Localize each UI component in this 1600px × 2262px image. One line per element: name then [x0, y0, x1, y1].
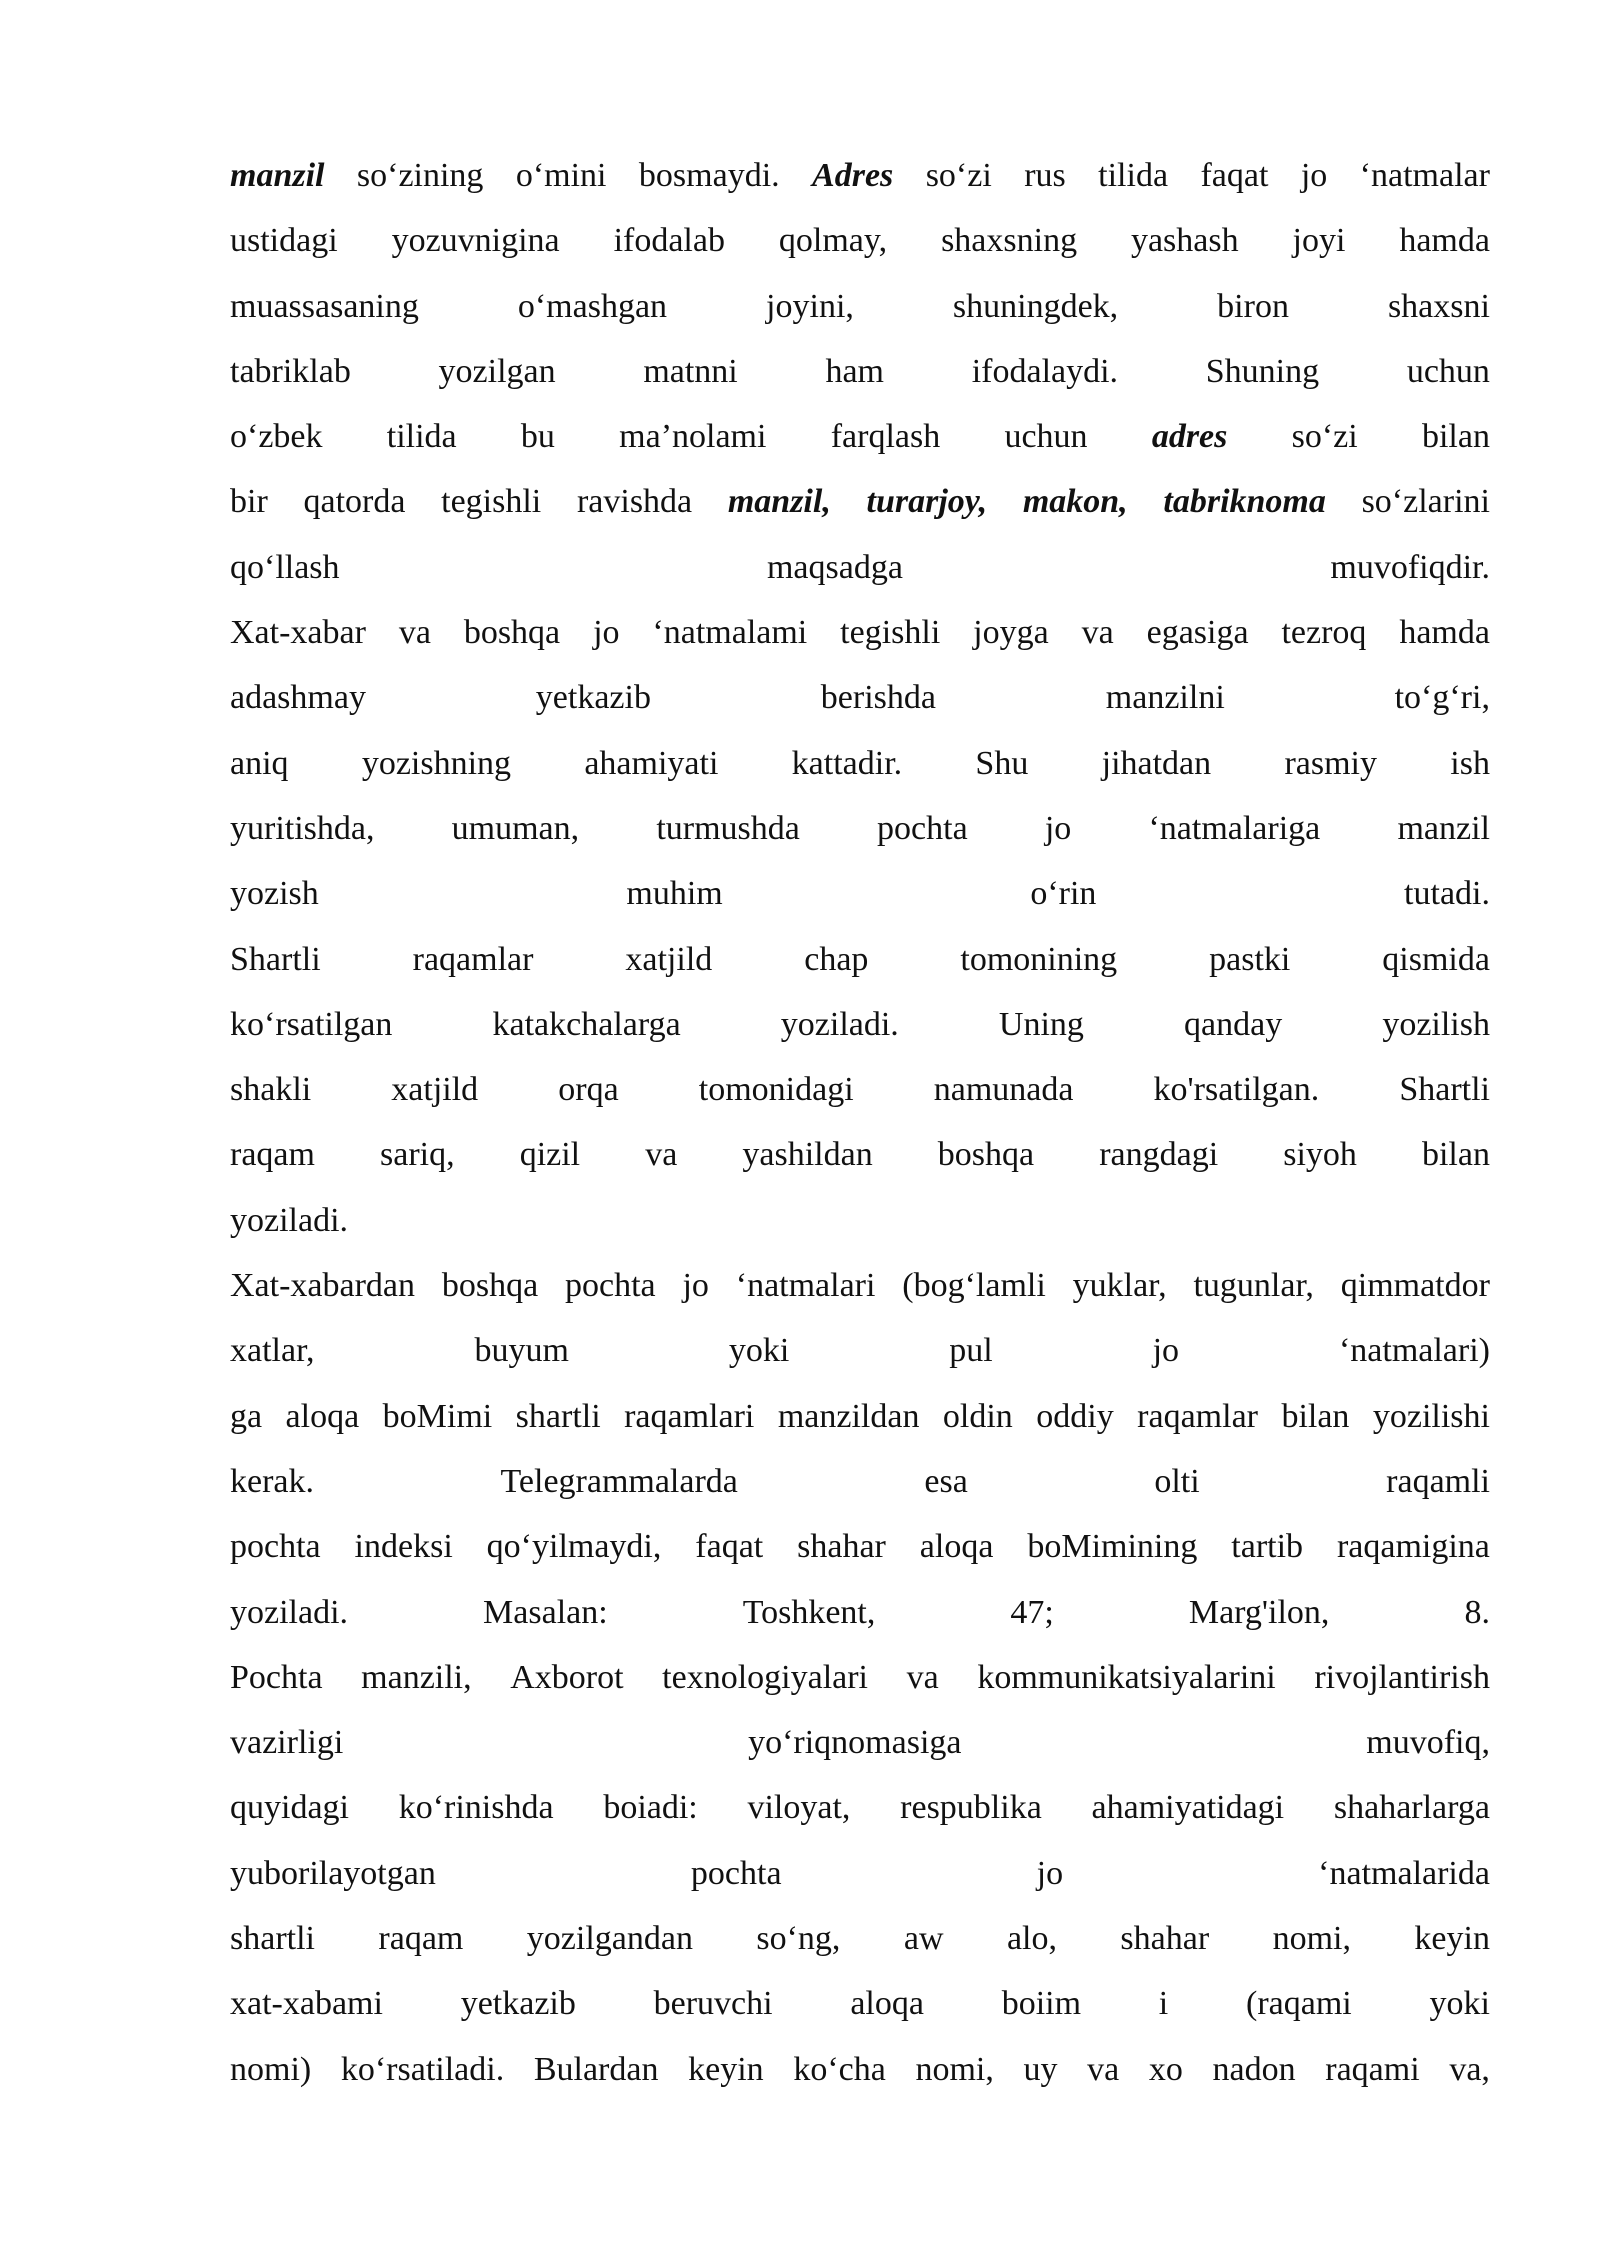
word: yozilishi — [1372, 1397, 1490, 1435]
word: va — [1087, 2050, 1120, 2088]
word: raqamlar — [412, 940, 534, 978]
word: so‘zi — [1291, 418, 1358, 456]
word: aloqa — [850, 1985, 924, 2023]
word: yoki — [728, 1332, 790, 1370]
word: ahamiyatidagi — [1091, 1789, 1285, 1827]
word: Bulardan — [533, 2050, 659, 2088]
word: ma’nolami — [619, 418, 767, 456]
emphasized-word: Adres — [812, 157, 894, 194]
word: uchun — [1004, 418, 1088, 456]
word: shuningdek, — [952, 287, 1119, 325]
word: nomi) — [230, 2050, 312, 2088]
word: Axborot — [510, 1658, 624, 1696]
word: katakchalarga — [492, 1005, 681, 1043]
word: vazirligi — [230, 1724, 344, 1762]
word: Shartli — [230, 940, 321, 978]
word: i — [1158, 1985, 1169, 2023]
text-line — [230, 1384, 1490, 1449]
word: egasiga — [1146, 614, 1249, 652]
text-line — [230, 665, 1490, 730]
word: so‘zlarini — [1361, 483, 1490, 521]
word: ravishda — [576, 483, 693, 521]
text-line — [230, 600, 1490, 665]
word: Uning — [998, 1005, 1084, 1043]
word: pochta — [230, 1528, 321, 1566]
emphasized-word: makon, — [1022, 483, 1128, 521]
word: boMimining — [1027, 1528, 1198, 1566]
word: bilan — [1281, 1397, 1350, 1435]
text-line — [230, 796, 1490, 861]
word: joyi — [1292, 222, 1346, 260]
word: pochta — [565, 1267, 656, 1305]
text-line — [230, 1775, 1490, 1840]
emphasized-word: manzil, — [727, 483, 831, 521]
word: boshqa — [937, 1136, 1035, 1174]
word: xat-xabami — [230, 1985, 383, 2023]
word: shahar — [797, 1528, 886, 1566]
text-line — [230, 339, 1490, 404]
word: jihatdan — [1101, 744, 1212, 782]
word: jo — [1300, 157, 1328, 194]
word: va — [645, 1136, 678, 1174]
word: keyin — [688, 2050, 764, 2088]
word: yetkazib — [535, 679, 651, 717]
word: boiadi: — [603, 1789, 698, 1827]
word: sariq, — [380, 1136, 455, 1174]
word: Pochta — [230, 1658, 323, 1696]
word: o‘rin — [1030, 875, 1097, 913]
word: aw — [903, 1920, 944, 1958]
word: shaxsning — [941, 222, 1078, 260]
word: ko'rsatilgan. — [1153, 1071, 1320, 1109]
word: tomonidagi — [698, 1071, 854, 1109]
word: tegishli — [840, 614, 941, 652]
word: muvofiq, — [1366, 1724, 1490, 1762]
word: hamda — [1399, 222, 1490, 260]
word: nomi, — [915, 2050, 994, 2088]
text-line — [230, 1645, 1490, 1710]
word: xatlar, — [230, 1332, 315, 1370]
word: raqamlari — [624, 1397, 755, 1435]
word: nadon — [1212, 2050, 1296, 2088]
word: ustidagi — [230, 222, 338, 260]
word: jo — [682, 1267, 709, 1305]
word: pochta — [877, 809, 968, 847]
word: yashash — [1130, 222, 1239, 260]
text-line — [230, 1188, 1490, 1253]
word: berishda — [820, 679, 936, 717]
word: biron — [1217, 287, 1289, 325]
word: ish — [1450, 744, 1490, 782]
word: maqsadga — [766, 548, 903, 586]
word: tugunlar, — [1193, 1267, 1314, 1305]
word: va — [1081, 614, 1114, 652]
word: yoziladi. — [230, 1593, 349, 1631]
word: qismida — [1382, 940, 1490, 978]
word: rivojlantirish — [1314, 1658, 1490, 1696]
document-page — [230, 143, 1490, 2102]
word: ‘natmalariga — [1148, 809, 1321, 847]
word: oddiy — [1036, 1397, 1114, 1435]
word: jo — [1036, 1854, 1064, 1892]
word: indeksi — [354, 1528, 453, 1566]
word: ahamiyati — [584, 744, 719, 782]
word: ko‘rinishda — [398, 1789, 554, 1827]
word: namunada — [933, 1071, 1074, 1109]
emphasized-word: tabriknoma — [1163, 483, 1326, 521]
word: raqamigina — [1336, 1528, 1490, 1566]
word: respublika — [900, 1789, 1042, 1827]
word: pastki — [1209, 940, 1291, 978]
text-line — [230, 1122, 1490, 1187]
word: tilida — [386, 418, 457, 456]
emphasized-word: adres — [1151, 418, 1228, 456]
word: ‘natmalarida — [1318, 1854, 1490, 1892]
document-body — [230, 143, 1490, 2102]
word: yozilgandan — [526, 1920, 693, 1958]
text-line — [230, 2037, 1490, 2102]
word: (bog‘lamli — [902, 1267, 1046, 1305]
word: turmushda — [656, 809, 800, 847]
text-line — [230, 143, 1490, 208]
word: qo‘llash — [230, 548, 340, 586]
word: raqam — [230, 1136, 315, 1174]
word: yoziladi. — [780, 1005, 899, 1043]
emphasized-word: manzil — [230, 157, 325, 194]
word: shaharlarga — [1333, 1789, 1490, 1827]
word: Shu — [975, 744, 1029, 782]
word: alo, — [1006, 1920, 1057, 1958]
word: ifodalab — [613, 222, 725, 260]
text-line — [230, 1449, 1490, 1514]
word: viloyat, — [747, 1789, 851, 1827]
word: manzili, — [361, 1658, 472, 1696]
word: joyga — [973, 614, 1049, 652]
word: 47; — [1010, 1593, 1054, 1631]
word: uy — [1023, 2050, 1058, 2088]
word: jo — [1044, 809, 1072, 847]
word: muassasaning — [230, 287, 419, 325]
word: chap — [804, 940, 869, 978]
word: tabriklab — [230, 352, 351, 390]
text-line — [230, 1971, 1490, 2036]
text-line — [230, 1906, 1490, 1971]
word: quyidagi — [230, 1789, 349, 1827]
word: rus — [1024, 157, 1066, 194]
word: o‘mini — [515, 157, 607, 194]
word: adashmay — [230, 679, 366, 717]
emphasized-word: turarjoy, — [866, 483, 988, 521]
word: bu — [520, 418, 555, 456]
word: raqam — [378, 1920, 464, 1958]
word: tartib — [1231, 1528, 1304, 1566]
word: shaxsni — [1387, 287, 1490, 325]
word: manzildan — [777, 1397, 920, 1435]
word: ko‘cha — [793, 2050, 886, 2088]
text-line — [230, 1318, 1490, 1383]
word: orqa — [558, 1071, 619, 1109]
word: rasmiy — [1284, 744, 1377, 782]
word: tegishli — [441, 483, 542, 521]
word: ko‘rsatilgan — [230, 1005, 393, 1043]
word: faqat — [1200, 157, 1269, 194]
word: aloqa — [285, 1397, 360, 1435]
word: matnni — [643, 352, 738, 390]
word: qatorda — [303, 483, 406, 521]
text-line — [230, 992, 1490, 1057]
word: ‘natmalari — [735, 1267, 876, 1305]
word: va — [398, 614, 431, 652]
word: ‘natmalari) — [1338, 1332, 1490, 1370]
word: bosmaydi. — [638, 157, 780, 194]
word: yuritishda, — [230, 809, 375, 847]
text-line — [230, 1514, 1490, 1579]
word: boMimi — [382, 1397, 493, 1435]
text-line — [230, 469, 1490, 534]
word: rangdagi — [1099, 1136, 1219, 1174]
word: jo — [593, 614, 620, 652]
word: Xat-xabar — [230, 614, 366, 652]
word: yozishning — [361, 744, 512, 782]
word: qizil — [519, 1136, 581, 1174]
word: umuman, — [451, 809, 580, 847]
word: qimmatdor — [1340, 1267, 1490, 1305]
word: yuklar, — [1072, 1267, 1167, 1305]
word: kerak. — [230, 1462, 315, 1500]
word: boshqa — [441, 1267, 539, 1305]
word: qolmay, — [778, 222, 888, 260]
text-line — [230, 731, 1490, 796]
word: kommunikatsiyalarini — [977, 1658, 1276, 1696]
word: yozilgan — [438, 352, 556, 390]
word: yo‘riqnomasiga — [748, 1724, 962, 1762]
text-line — [230, 404, 1490, 469]
word: aloqa — [919, 1528, 994, 1566]
word: Shartli — [1399, 1071, 1490, 1109]
word: pul — [949, 1332, 993, 1370]
word: yoki — [1429, 1985, 1490, 2023]
word: raqamlar — [1137, 1397, 1258, 1435]
word: ‘natmalar — [1359, 157, 1490, 194]
word: manzilni — [1105, 679, 1225, 717]
word: bir — [230, 483, 268, 521]
word: shartli — [230, 1920, 315, 1958]
word: jo — [1152, 1332, 1180, 1370]
word: texnologiyalari — [662, 1658, 868, 1696]
word: kattadir. — [791, 744, 903, 782]
word: ‘natmalami — [652, 614, 808, 652]
text-line — [230, 274, 1490, 339]
word: boshqa — [463, 614, 561, 652]
word: (raqami — [1246, 1985, 1352, 2023]
word: shartli — [515, 1397, 601, 1435]
word: ham — [825, 352, 885, 390]
word: buyum — [474, 1332, 569, 1370]
word: manzil — [1397, 809, 1490, 847]
word: va, — [1449, 2050, 1490, 2088]
word: faqat — [695, 1528, 764, 1566]
word: pochta — [690, 1854, 782, 1892]
word: shakli — [230, 1071, 312, 1109]
word: muhim — [626, 875, 723, 913]
word: joyini, — [766, 287, 854, 325]
word: so‘ng, — [756, 1920, 841, 1958]
word: yoziladi. — [230, 1201, 349, 1239]
word: keyin — [1414, 1920, 1490, 1958]
word: tezroq — [1281, 614, 1367, 652]
word: Telegrammalarda — [500, 1462, 738, 1500]
word: Masalan: — [483, 1593, 608, 1631]
word: so‘zining — [356, 157, 484, 194]
text-line — [230, 927, 1490, 992]
word: raqami — [1325, 2050, 1420, 2088]
word: Xat-xabardan — [230, 1267, 416, 1305]
word: esa — [924, 1462, 968, 1500]
word: Marg'ilon, — [1188, 1593, 1330, 1631]
word: 8. — [1464, 1593, 1490, 1631]
word: olti — [1154, 1462, 1200, 1500]
word: boiim — [1001, 1985, 1082, 2023]
word: va — [906, 1658, 939, 1696]
word: ko‘rsatiladi. — [340, 2050, 505, 2088]
word: to‘g‘ri, — [1394, 679, 1490, 717]
text-line — [230, 535, 1490, 600]
word: xo — [1148, 2050, 1183, 2088]
text-line — [230, 1841, 1490, 1906]
word: yozuvnigina — [391, 222, 560, 260]
word: ga — [230, 1397, 263, 1435]
word: raqamli — [1386, 1462, 1490, 1500]
word: siyoh — [1283, 1136, 1357, 1174]
word: beruvchi — [653, 1985, 773, 2023]
word: farqlash — [830, 418, 941, 456]
word: yozish — [230, 875, 319, 913]
word: so‘zi — [925, 157, 992, 194]
word: o‘zbek — [230, 418, 323, 456]
text-line — [230, 1580, 1490, 1645]
word: yuborilayotgan — [230, 1854, 436, 1892]
text-line — [230, 861, 1490, 926]
word: Shuning — [1205, 352, 1320, 390]
word: yetkazib — [460, 1985, 576, 2023]
word: uchun — [1406, 352, 1490, 390]
word: shahar — [1120, 1920, 1210, 1958]
word: o‘mashgan — [517, 287, 668, 325]
word: yashildan — [742, 1136, 873, 1174]
word: xatjild — [625, 940, 713, 978]
text-line — [230, 208, 1490, 273]
word: tutadi. — [1404, 875, 1490, 913]
word: tomonining — [960, 940, 1118, 978]
text-line — [230, 1710, 1490, 1775]
word: bilan — [1421, 418, 1490, 456]
word: muvofiqdir. — [1330, 548, 1490, 586]
word: tilida — [1098, 157, 1169, 194]
word: qanday — [1184, 1005, 1283, 1043]
word: ifodalaydi. — [971, 352, 1119, 390]
word: nomi, — [1272, 1920, 1351, 1958]
word: bilan — [1421, 1136, 1490, 1174]
word: hamda — [1399, 614, 1490, 652]
word: yozilish — [1382, 1005, 1490, 1043]
word: xatjild — [391, 1071, 479, 1109]
word: qo‘yilmaydi, — [486, 1528, 662, 1566]
word: aniq — [230, 744, 289, 782]
text-line — [230, 1057, 1490, 1122]
text-line — [230, 1253, 1490, 1318]
word: Toshkent, — [742, 1593, 876, 1631]
word: oldin — [942, 1397, 1013, 1435]
